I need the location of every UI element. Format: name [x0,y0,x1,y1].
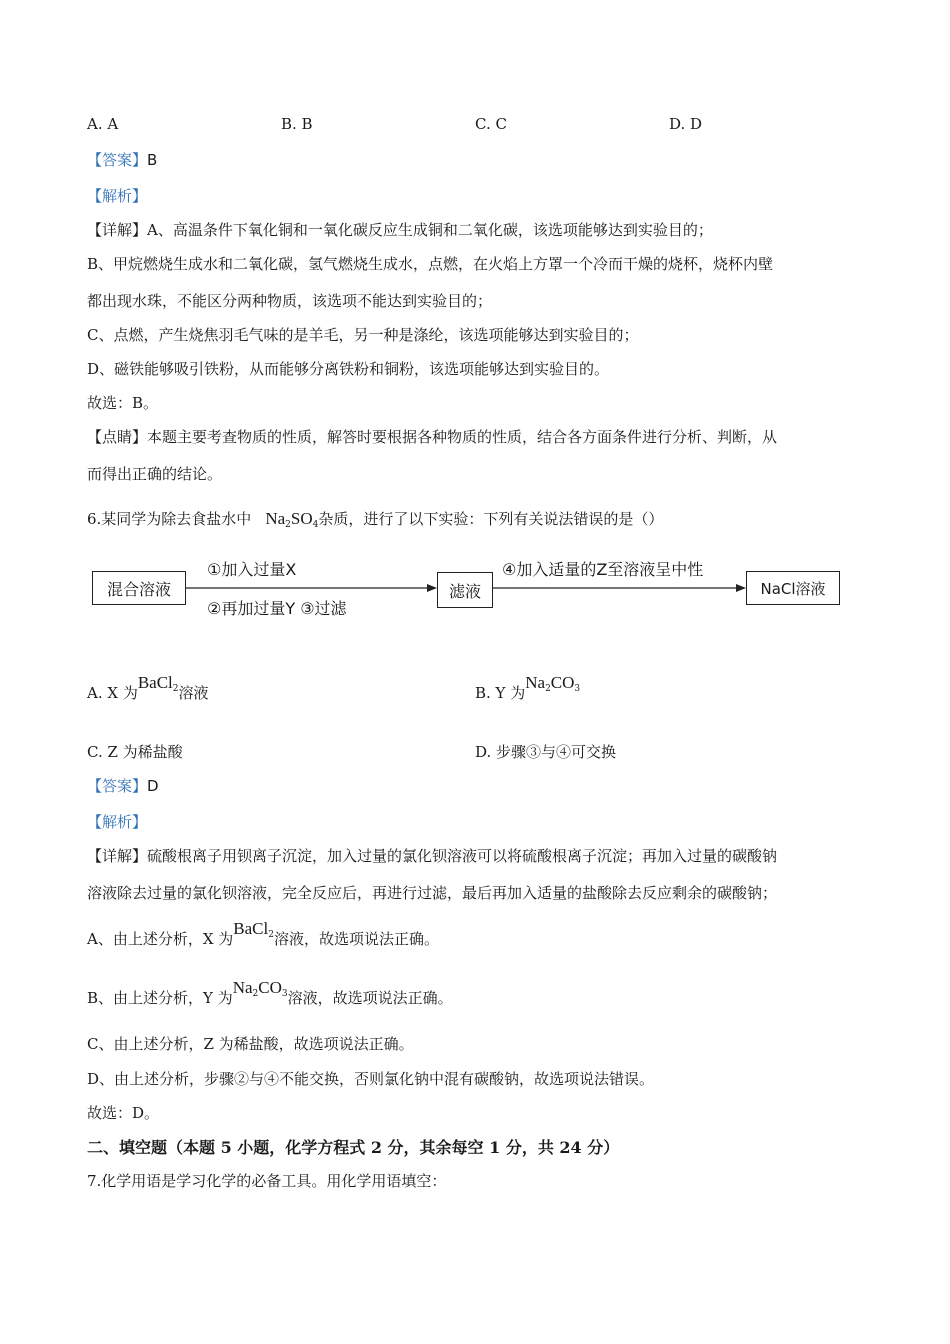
option-a-post: 溶液 [178,684,209,702]
option-a-sub: 2 [172,684,179,694]
flow-step-bottom1: ②再加过量Y ③过滤 [207,599,347,618]
option-b-sub3: 3 [574,684,581,694]
detail-a-formula: BaCl [233,919,269,938]
answer-tag: 【答案】 [87,777,148,795]
q6-detail-a [87,919,439,950]
option-a-text: A. X 为 [87,684,138,702]
stem-sub: 2 [285,520,291,530]
q6-option-a [87,673,209,704]
q6-option-b [475,673,581,704]
q5-detail-line3: 都出现水珠，不能区分两种物质，该选项不能达到实验目的； [87,292,493,310]
q6-detail-d: D、由上述分析，步骤②与④不能交换，否则氯化钠中混有碳酸钠，故选项说法错误。 [87,1070,655,1088]
q6-option-d: D. 步骤③与④可交换 [475,743,617,761]
answer-tag: 【答案】 [87,151,148,169]
detail-tag: 【详解】 [87,221,148,239]
option-b-formula: Na [525,673,546,692]
q6-option-c: C. Z 为稀盐酸 [87,743,183,761]
flow-box-nacl-solution: NaCl溶液 [746,571,840,605]
detail-a-post: 溶液，故选项说法正确。 [273,930,439,948]
flow-step-top2: ④加入适量的Z至溶液呈中性 [502,560,704,579]
option-b-formula-co: CO [550,673,575,692]
answer-value: D [147,777,159,795]
flow-arrowhead-1 [427,584,437,592]
stem-text: 6.某同学为除去食盐水中 [87,510,252,528]
option-b-text: B. Y 为 [475,684,526,702]
comment-text: 本题主要考查物质的性质，解答时要根据各种物质的性质，结合各方面条件进行分析、判断，从 [147,428,778,446]
q6-analysis-tag: 【解析】 [87,813,148,831]
option-d: D. D [669,115,703,133]
flow-step-top1: ①加入过量X [207,560,297,579]
stem-text-post: 杂质，进行了以下实验：下列有关说法错误的是（） [318,510,664,528]
answer-value: B [147,151,158,169]
option-a-formula: BaCl [137,673,173,692]
detail-tag: 【详解】 [87,847,148,865]
stem-formula-so: SO [290,509,313,528]
stem-sub4: 4 [312,520,319,530]
detail-b-formula-co: CO [258,978,282,997]
detail-b-sub: 2 [252,989,259,999]
q6-choose: 故选：D。 [87,1104,160,1122]
q6-detail-c: C、由上述分析，Z 为稀盐酸，故选项说法正确。 [87,1035,414,1053]
detail-b-post: 溶液，故选项说法正确。 [287,989,453,1007]
q6-answer [87,775,159,796]
q5-choose: 故选：B。 [87,394,159,412]
q6-detail-b [87,978,453,1009]
option-b: B. B [281,115,313,133]
detail-b-formula: Na [232,978,253,997]
flow-box-mixed-solution: 混合溶液 [92,571,186,605]
comment-tag: 【点睛】 [87,428,148,446]
section-heading: 二、填空题（本题 5 小题，化学方程式 2 分，其余每空 1 分，共 24 分） [87,1138,620,1157]
option-c: C. C [475,115,507,133]
detail-a-sub: 2 [268,930,274,940]
flow-arrowhead-2 [736,584,746,592]
flow-box-filtrate: 滤液 [437,572,493,608]
detail-a-text: A、由上述分析，X 为 [87,930,234,948]
detail-b-sub3: 3 [281,989,288,999]
detail-text: 硫酸根离子用钡离子沉淀，加入过量的氯化钡溶液可以将硫酸根离子沉淀；再加入过量的碳酸钠 [147,847,778,865]
detail-b-text: B、由上述分析，Y 为 [87,989,233,1007]
q5-analysis-tag: 【解析】 [87,187,148,205]
q7-stem: 7.化学用语是学习化学的必备工具。用化学用语填空： [87,1172,447,1190]
detail-text: A、高温条件下氧化铜和一氧化碳反应生成铜和二氧化碳，该选项能够达到实验目的； [147,221,713,239]
stem-formula: Na [265,509,286,528]
option-b-sub: 2 [545,684,551,694]
q6-detail-line1 [87,845,777,866]
option-a: A. A [87,115,119,133]
q5-detail-line5: D、磁铁能够吸引铁粉，从而能够分离铁粉和铜粉，该选项能够达到实验目的。 [87,360,610,378]
q5-comment-line2: 而得出正确的结论。 [87,465,223,483]
q5-detail-line4: C、点燃，产生烧焦羽毛气味的是羊毛，另一种是涤纶，该选项能够达到实验目的； [87,326,639,344]
q6-detail-line2: 溶液除去过量的氯化钡溶液，完全反应后，再进行过滤，最后再加入适量的盐酸除去反应剩余的碳酸钠； [87,884,778,902]
q5-detail-line2: B、甲烷燃烧生成水和二氧化碳，氢气燃烧生成水，点燃，在火焰上方罩一个冷而干燥的烧杯，烧杯内壁 [87,255,774,273]
